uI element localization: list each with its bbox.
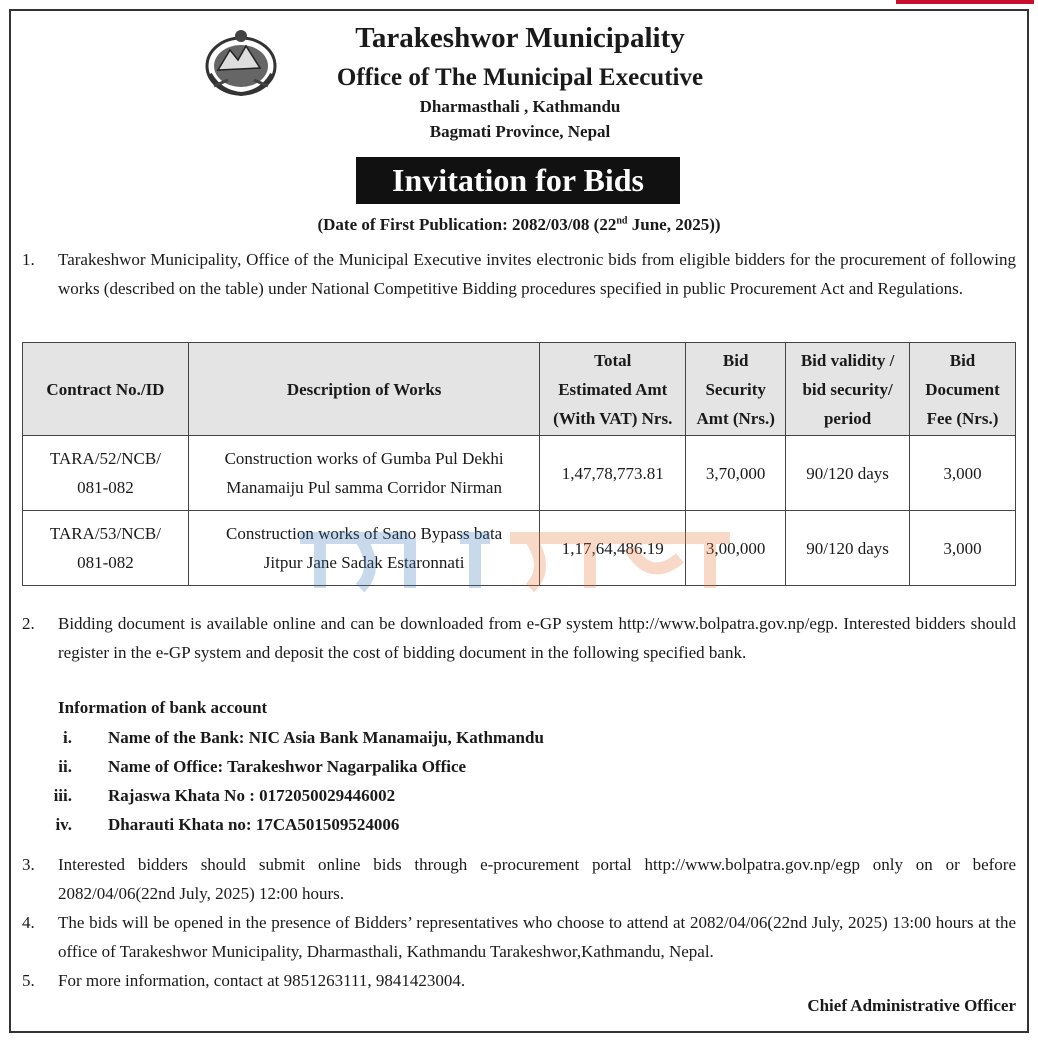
paragraph-4: The bids will be opened in the presence of Bidders’ representatives who choose to attend at 2082/04/06(22nd July, 2025) 13:00 hours at the office of Tarakeshwor Municipality, Dharmasthali, Kathmandu Tarakeshwor,Kathmandu, Nepal. — [58, 913, 1016, 961]
address-line: Dharmasthali , Kathmandu — [419, 97, 621, 116]
table-row — [23, 436, 1016, 511]
municipality-name: Tarakeshwor Municipality — [355, 22, 685, 54]
province-line: Bagmati Province, Nepal — [429, 122, 611, 141]
cell-validity: 90/120 days — [786, 511, 910, 586]
office-account-name: Name of Office: Tarakeshwor Nagarpalika Office — [108, 757, 467, 776]
item-number-2: 2. — [22, 614, 35, 633]
cell-description: Construction works of Gumba Pul Dekhi Manamaiju Pul samma Corridor Nirman — [188, 436, 539, 511]
cell-description: Construction works of Sano Bypass bata Jitpur Jane Sadak Estaronnati — [188, 511, 539, 586]
bank-row-number: iii. — [53, 786, 72, 805]
header-description: Description of Works — [188, 343, 539, 436]
rajaswa-khata: Rajaswa Khata No : 0172050029446002 — [108, 786, 396, 805]
paragraph-2: Bidding document is available online and can be downloaded from e-GP system http://www.bolpatra.gov.np/egp. Interested bidders should register in the e-GP system and deposit the cost of bidding document in the following specified bank. — [58, 614, 1016, 662]
cell-validity: 90/120 days — [786, 436, 910, 511]
top-red-mark — [896, 0, 1034, 4]
item-number-1: 1. — [22, 250, 35, 269]
cell-amount: 1,17,64,486.19 — [540, 511, 686, 586]
paragraph-1: Tarakeshwor Municipality, Office of the Municipal Executive invites electronic bids from eligible bidders for the procurement of following works (described on the table) under National Competitive Bidding procedures specified in public Procurement Act and Regulations. — [58, 250, 1016, 298]
header-fee: Bid Document Fee (Nrs.) — [910, 343, 1016, 436]
item-number-4: 4. — [22, 913, 35, 932]
header-security: Bid Security Amt (Nrs.) — [686, 343, 786, 436]
dharauti-khata: Dharauti Khata no: 17CA501509524006 — [108, 815, 400, 834]
bank-info-title: Information of bank account — [58, 698, 268, 717]
cell-security: 3,00,000 — [686, 511, 786, 586]
office-name: Office of The Municipal Executive — [336, 64, 704, 91]
publication-date-suffix: June, 2025)) — [627, 215, 721, 234]
signature-line: Chief Administrative Officer — [807, 996, 1016, 1015]
cell-contract: TARA/53/NCB/ 081-082 — [23, 511, 189, 586]
cell-fee: 3,000 — [910, 511, 1016, 586]
cell-fee: 3,000 — [910, 436, 1016, 511]
table-header-row — [23, 343, 1016, 436]
publication-date-sup: nd — [616, 215, 628, 227]
header-amount: Total Estimated Amt (With VAT) Nrs. — [540, 343, 686, 436]
bank-name: Name of the Bank: NIC Asia Bank Manamaiju, Kathmandu — [108, 728, 544, 747]
header-contract: Contract No./ID — [23, 343, 189, 436]
watermark-logo-icon — [290, 508, 750, 596]
bank-row-number: iv. — [55, 815, 72, 834]
paragraph-3: Interested bidders should submit online bids through e-procurement portal http://www.bolpatra.gov.np/egp only on or before 2082/04/06(22nd July, 2025) 12:00 hours. — [58, 855, 1016, 903]
invitation-banner: Invitation for Bids — [356, 157, 680, 204]
item-number-5: 5. — [22, 971, 35, 990]
header-validity: Bid validity / bid security/ period — [786, 343, 910, 436]
cell-security: 3,70,000 — [686, 436, 786, 511]
bank-row-number: i. — [63, 728, 72, 747]
bank-row-number: ii. — [58, 757, 72, 776]
cell-contract: TARA/52/NCB/ 081-082 — [23, 436, 189, 511]
paragraph-5: For more information, contact at 9851263111, 9841423004. — [58, 971, 466, 990]
item-number-3: 3. — [22, 855, 35, 874]
cell-amount: 1,47,78,773.81 — [540, 436, 686, 511]
publication-date-prefix: (Date of First Publication: 2082/03/08 (22 — [317, 215, 617, 234]
publication-date — [0, 215, 1038, 235]
